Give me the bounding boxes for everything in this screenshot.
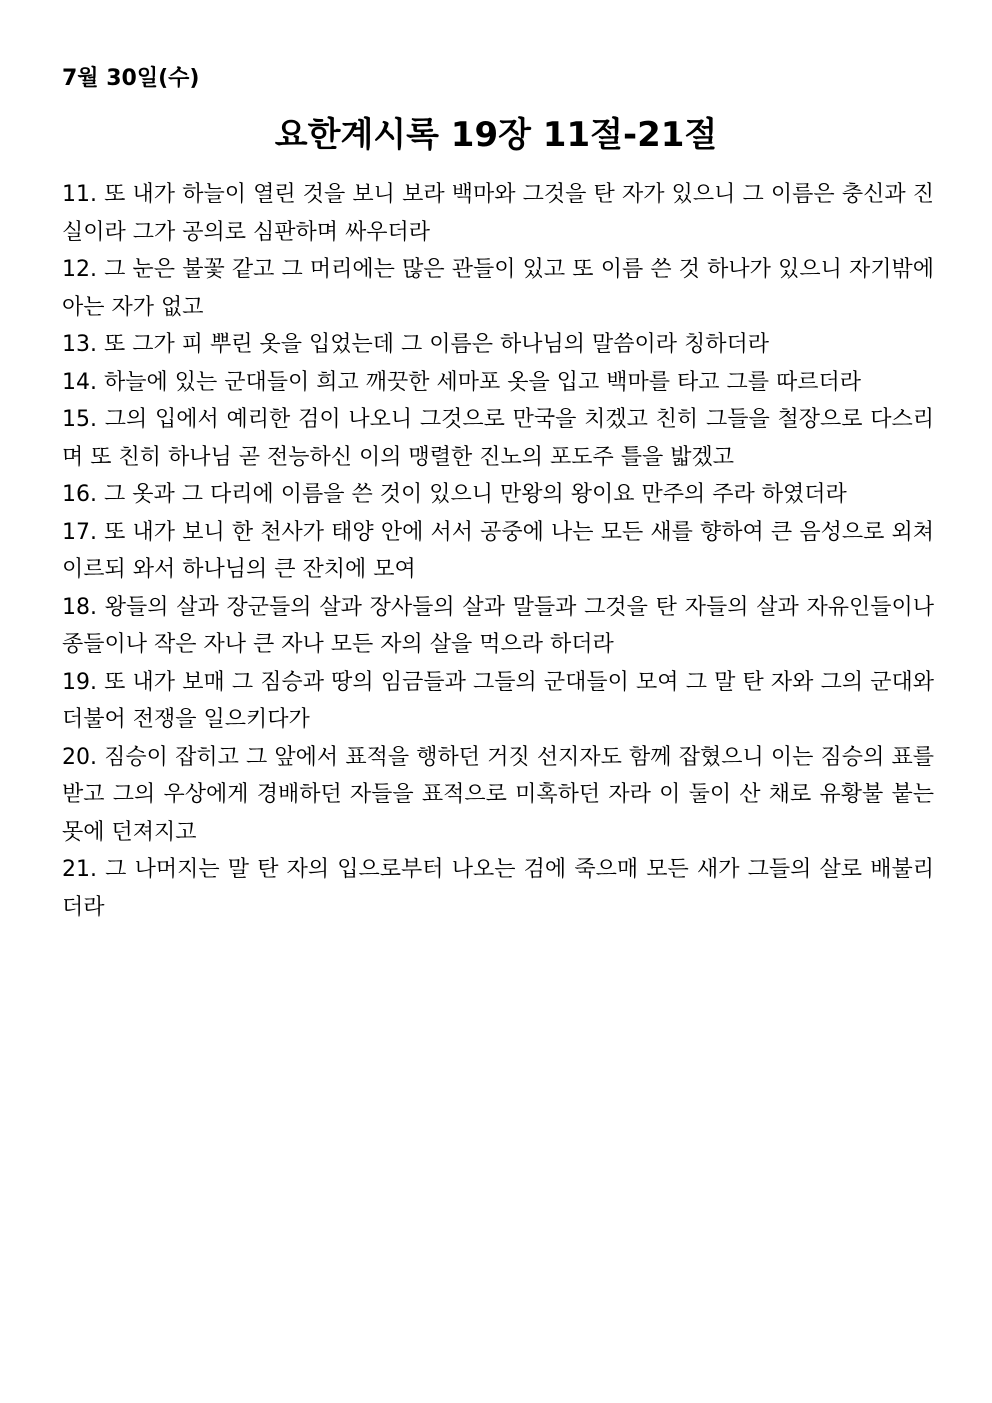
verse-11: 11. 또 내가 하늘이 열린 것을 보니 보라 백마와 그것을 탄 자가 있으니 그 이름은 충신과 진실이라 그가 공의로 심판하며 싸우더라 [62, 182, 934, 245]
verse-16: 16. 그 옷과 그 다리에 이름을 쓴 것이 있으니 만왕의 왕이요 만주의 주라 하였더라 [62, 482, 847, 507]
verse-18: 18. 왕들의 살과 장군들의 살과 장사들의 살과 말들과 그것을 탄 자들의 살과 자유인들이나 종들이나 작은 자나 큰 자나 모든 자의 살을 먹으라 하더라 [62, 594, 934, 657]
verse-list [62, 176, 934, 926]
page-title: 요한계시록 19장 11절-21절 [274, 115, 718, 155]
date-label: 7월 30일(수) [62, 66, 200, 91]
verse-17: 17. 또 내가 보니 한 천사가 태양 안에 서서 공중에 나는 모든 새를 향하여 큰 음성으로 외쳐 이르되 와서 하나님의 큰 잔치에 모여 [62, 519, 934, 582]
verse-12: 12. 그 눈은 불꽃 같고 그 머리에는 많은 관들이 있고 또 이름 쓴 것 하나가 있으니 자기밖에 아는 자가 없고 [62, 257, 934, 320]
verse-15: 15. 그의 입에서 예리한 검이 나오니 그것으로 만국을 치겠고 친히 그들을 철장으로 다스리며 또 친히 하나님 곧 전능하신 이의 맹렬한 진노의 포도주 틀을 밟겠고 [62, 407, 934, 470]
verse-21: 21. 그 나머지는 말 탄 자의 입으로부터 나오는 검에 죽으매 모든 새가 그들의 살로 배불리더라 [62, 857, 934, 920]
verse-13: 13. 또 그가 피 뿌린 옷을 입었는데 그 이름은 하나님의 말씀이라 칭하더라 [62, 332, 769, 357]
verse-14: 14. 하늘에 있는 군대들이 희고 깨끗한 세마포 옷을 입고 백마를 타고 그를 따르더라 [62, 369, 861, 395]
verse-20: 20. 짐승이 잡히고 그 앞에서 표적을 행하던 거짓 선지자도 함께 잡혔으니 이는 짐승의 표를 받고 그의 우상에게 경배하던 자들을 표적으로 미혹하던 자라 이 둘이 산 채로 유황불 붙는 못에 던져지고 [62, 744, 934, 845]
verse-19: 19. 또 내가 보매 그 짐승과 땅의 임금들과 그들의 군대들이 모여 그 말 탄 자와 그의 군대와 더불어 전쟁을 일으키다가 [62, 669, 934, 732]
